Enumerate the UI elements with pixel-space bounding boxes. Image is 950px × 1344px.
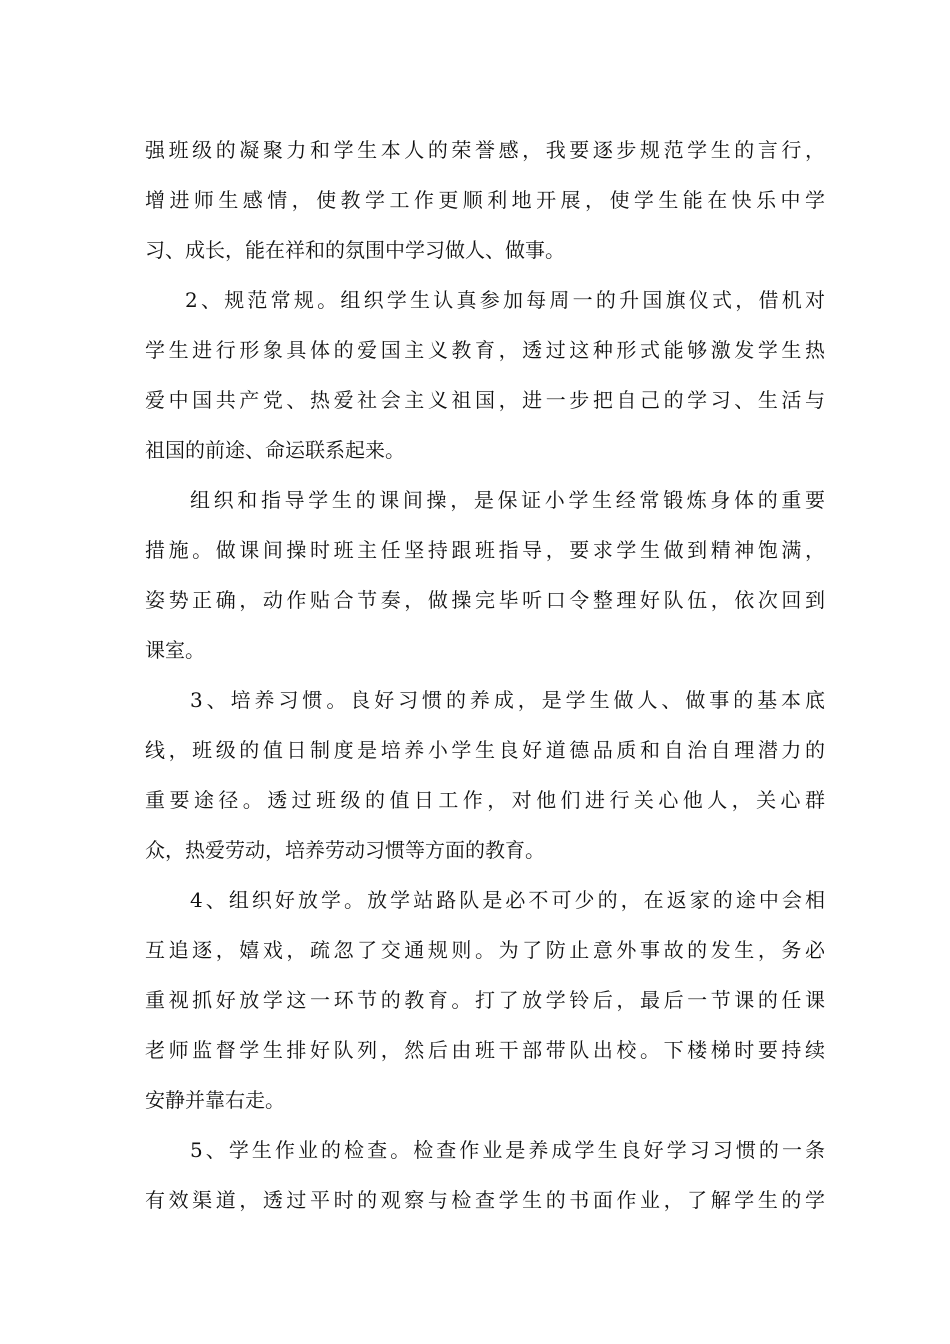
text-line: 祖国的前途、命运联系起来。 bbox=[145, 438, 405, 462]
paragraph-start-line: 4、组织好放学。放学站路队是必不可少的，在返家的途中会相 bbox=[190, 888, 825, 912]
text-line: 课室。 bbox=[145, 638, 205, 662]
text-line: 增进师生感情，使教学工作更顺利地开展，使学生能在快乐中学 bbox=[145, 188, 825, 212]
text-line: 有效渠道，透过平时的观察与检查学生的书面作业，了解学生的学 bbox=[145, 1188, 825, 1212]
text-line: 学生进行形象具体的爱国主义教育，透过这种形式能够激发学生热 bbox=[145, 338, 825, 362]
text-line: 爱中国共产党、热爱社会主义祖国，进一步把自己的学习、生活与 bbox=[145, 388, 825, 412]
text-line: 习、成长，能在祥和的氛围中学习做人、做事。 bbox=[145, 238, 565, 262]
text-line: 重视抓好放学这一环节的教育。打了放学铃后，最后一节课的任课 bbox=[145, 988, 825, 1012]
paragraph-start-line: 3、培养习惯。良好习惯的养成，是学生做人、做事的基本底 bbox=[190, 688, 825, 712]
text-line: 姿势正确，动作贴合节奏，做操完毕听口令整理好队伍，依次回到 bbox=[145, 588, 825, 612]
text-line: 强班级的凝聚力和学生本人的荣誉感，我要逐步规范学生的言行， bbox=[145, 138, 825, 162]
paragraph-start-line: 5、学生作业的检查。检查作业是养成学生良好学习习惯的一条 bbox=[190, 1138, 825, 1162]
text-line: 互追逐，嬉戏，疏忽了交通规则。为了防止意外事故的发生，务必 bbox=[145, 938, 825, 962]
text-line: 众，热爱劳动，培养劳动习惯等方面的教育。 bbox=[145, 838, 545, 862]
text-line: 措施。做课间操时班主任坚持跟班指导，要求学生做到精神饱满， bbox=[145, 538, 825, 562]
text-line: 线，班级的值日制度是培养小学生良好道德品质和自治自理潜力的 bbox=[145, 738, 825, 762]
paragraph-start-line: 组织和指导学生的课间操，是保证小学生经常锻炼身体的重要 bbox=[190, 488, 825, 512]
text-line: 重要途径。透过班级的值日工作，对他们进行关心他人，关心群 bbox=[145, 788, 825, 812]
text-line: 安静并靠右走。 bbox=[145, 1088, 285, 1112]
text-line: 老师监督学生排好队列，然后由班干部带队出校。下楼梯时要持续 bbox=[145, 1038, 825, 1062]
paragraph-start-line: 2、规范常规。组织学生认真参加每周一的升国旗仪式，借机对 bbox=[185, 288, 825, 312]
